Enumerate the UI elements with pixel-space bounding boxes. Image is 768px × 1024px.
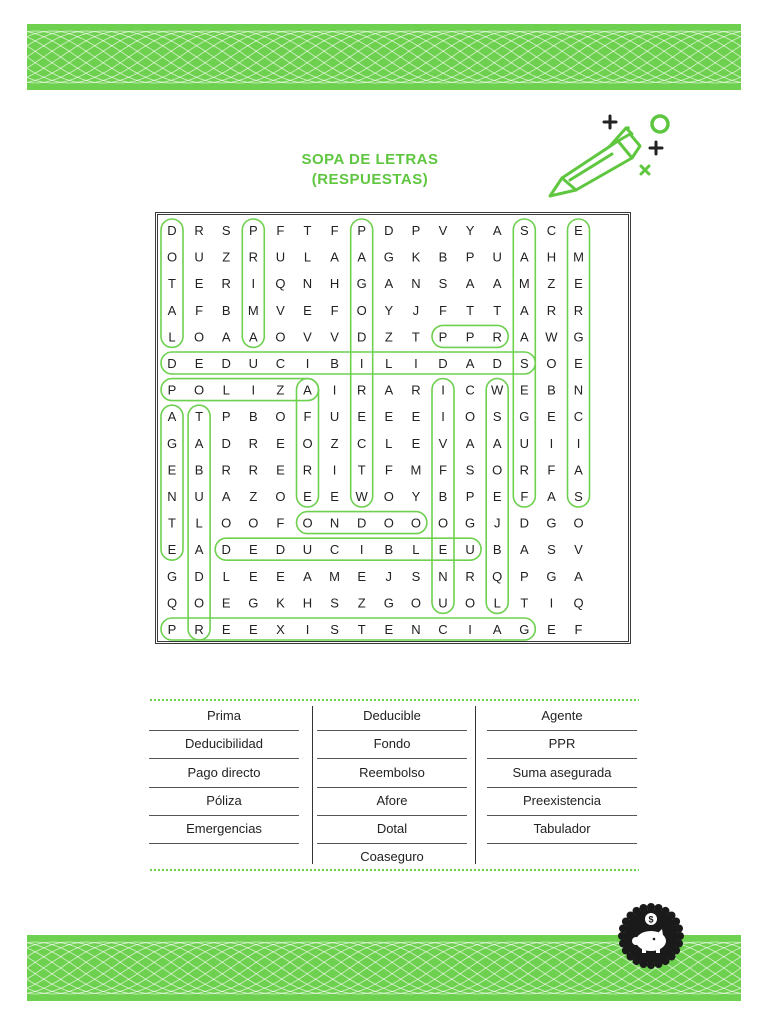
grid-letter: Z bbox=[357, 595, 366, 611]
grid-letter: B bbox=[384, 542, 394, 558]
grid-letter: D bbox=[275, 542, 286, 558]
grid-letter: E bbox=[438, 542, 448, 558]
grid-letter: W bbox=[545, 329, 558, 345]
grid-letter: Z bbox=[276, 382, 285, 398]
grid-letter: D bbox=[357, 329, 367, 345]
grid-letter: D bbox=[438, 356, 448, 371]
plus-icon bbox=[604, 116, 616, 128]
grid-letter: U bbox=[438, 595, 448, 611]
word-item: Afore bbox=[317, 788, 467, 816]
grid-letter: N bbox=[302, 276, 313, 292]
grid-letter: S bbox=[519, 356, 529, 371]
grid-letter: A bbox=[519, 542, 529, 558]
grid-letter: F bbox=[303, 409, 312, 425]
dotted-divider-bottom bbox=[149, 868, 639, 872]
grid-letter: L bbox=[222, 382, 230, 398]
grid-letter: N bbox=[411, 622, 421, 637]
grid-letter: T bbox=[493, 302, 502, 318]
grid-letter: X bbox=[276, 622, 285, 637]
word-item: Tabulador bbox=[487, 816, 637, 844]
grid-letter: Z bbox=[384, 329, 393, 345]
grid-letter: T bbox=[411, 329, 420, 345]
grid-letter: O bbox=[275, 329, 286, 345]
grid-letter: T bbox=[357, 462, 366, 478]
word-item: Prima bbox=[149, 703, 299, 731]
grid-letter: D bbox=[384, 223, 394, 238]
word-item: Suma asegurada bbox=[487, 760, 637, 788]
grid-letter: G bbox=[465, 515, 476, 531]
grid-letter: E bbox=[357, 568, 367, 584]
grid-letter: A bbox=[384, 276, 394, 292]
grid-letter: L bbox=[168, 329, 176, 345]
grid-letter: M bbox=[410, 462, 422, 478]
grid-canvas bbox=[155, 212, 631, 644]
grid-letter: E bbox=[574, 223, 583, 238]
grid-letter: L bbox=[222, 568, 230, 584]
grid-letter: E bbox=[167, 542, 177, 558]
grid-letter: B bbox=[438, 249, 448, 265]
word-item: PPR bbox=[487, 731, 637, 759]
grid-letter: R bbox=[357, 382, 367, 398]
grid-letter: E bbox=[194, 276, 204, 292]
grid-letter: V bbox=[438, 223, 448, 238]
word-list bbox=[149, 698, 639, 874]
grid-letter: C bbox=[329, 542, 340, 558]
grid-letter: A bbox=[519, 302, 529, 318]
grid-letter: O bbox=[194, 595, 205, 611]
grid-letter: S bbox=[221, 223, 231, 238]
grid-letter: O bbox=[437, 515, 449, 531]
word-item: Agente bbox=[487, 703, 637, 731]
grid-letter: L bbox=[303, 249, 312, 265]
grid-letter: G bbox=[356, 276, 367, 292]
grid-letter: V bbox=[574, 542, 583, 558]
grid-letter: A bbox=[167, 302, 177, 318]
grid-letter: M bbox=[247, 302, 259, 318]
grid-letter: D bbox=[519, 515, 529, 531]
grid-letter: O bbox=[492, 462, 503, 478]
grid-letter: A bbox=[303, 382, 312, 398]
grid-letter: V bbox=[276, 302, 285, 318]
grid-letter: P bbox=[465, 329, 475, 345]
grid-letter: E bbox=[221, 595, 231, 611]
page-title: SOPA DE LETRAS bbox=[301, 151, 439, 168]
grid-letter: F bbox=[439, 302, 447, 318]
grid-letter: A bbox=[492, 276, 502, 292]
grid-letter: F bbox=[330, 302, 339, 318]
grid-letter: E bbox=[411, 409, 421, 425]
dollar-icon bbox=[645, 913, 657, 925]
grid-letter: T bbox=[466, 302, 475, 318]
grid-letter: O bbox=[194, 382, 205, 398]
top-decorative-band bbox=[27, 24, 741, 90]
grid-letter: H bbox=[302, 595, 313, 611]
grid-letter: N bbox=[411, 276, 421, 292]
grid-letter: E bbox=[248, 542, 258, 558]
grid-letter: P bbox=[465, 489, 475, 504]
grid-letter: R bbox=[194, 622, 204, 637]
grid-letter: R bbox=[302, 462, 313, 478]
grid-letter: E bbox=[384, 622, 394, 637]
column-divider bbox=[475, 706, 476, 864]
grid-letter: I bbox=[468, 622, 472, 637]
grid-letter: I bbox=[305, 356, 310, 371]
grid-letter: A bbox=[465, 276, 475, 292]
grid-letter: T bbox=[303, 223, 312, 238]
grid-letter: R bbox=[492, 329, 502, 345]
grid-letter: A bbox=[194, 542, 204, 558]
grid-letter: A bbox=[330, 249, 339, 265]
grid-letter: C bbox=[465, 382, 475, 398]
grid-letter: B bbox=[330, 356, 339, 371]
grid-letter: Q bbox=[492, 568, 503, 584]
grid-letter: O bbox=[275, 409, 286, 425]
word-search-grid bbox=[155, 212, 631, 644]
grid-letter: K bbox=[276, 595, 285, 611]
grid-letter: B bbox=[438, 489, 448, 504]
grid-letter: S bbox=[492, 409, 502, 425]
column-divider bbox=[312, 706, 313, 864]
grid-letter: Z bbox=[249, 489, 258, 504]
grid-letter: A bbox=[221, 329, 231, 345]
grid-letter: I bbox=[441, 382, 445, 398]
grid-letter: R bbox=[519, 462, 529, 478]
grid-letter: O bbox=[356, 302, 367, 318]
grid-letter: F bbox=[276, 515, 285, 531]
grid-letter: U bbox=[275, 249, 286, 265]
grid-letter: T bbox=[168, 276, 176, 292]
grid-letter: N bbox=[438, 568, 448, 584]
grid-letter: E bbox=[384, 409, 394, 425]
grid-letter: E bbox=[519, 382, 529, 398]
grid-letter: B bbox=[221, 302, 231, 318]
grid-letter: Y bbox=[384, 302, 394, 318]
grid-letter: C bbox=[438, 622, 448, 637]
grid-letter: R bbox=[248, 249, 258, 265]
grid-letter: B bbox=[547, 382, 556, 398]
grid-letter: C bbox=[275, 356, 286, 371]
word-item: Póliza bbox=[149, 788, 299, 816]
grid-letter: I bbox=[359, 542, 364, 558]
grid-letter: R bbox=[546, 302, 557, 318]
grid-letter: U bbox=[519, 435, 529, 451]
grid-letter: R bbox=[573, 302, 584, 318]
found-word-highlight bbox=[161, 405, 183, 560]
grid-letter: F bbox=[547, 462, 556, 478]
grid-letter: O bbox=[166, 249, 178, 265]
grid-letter: E bbox=[547, 622, 556, 637]
word-item: Fondo bbox=[317, 731, 467, 759]
grid-letter: R bbox=[194, 223, 204, 238]
band-pattern bbox=[27, 24, 741, 90]
grid-letter: Q bbox=[275, 276, 286, 292]
grid-letter: I bbox=[332, 462, 337, 478]
grid-letter: O bbox=[302, 515, 313, 531]
grid-letter: E bbox=[248, 622, 258, 637]
grid-letter: M bbox=[518, 276, 530, 292]
grid-letter: U bbox=[465, 542, 475, 558]
grid-letter: B bbox=[492, 542, 502, 558]
grid-letter: E bbox=[411, 435, 421, 451]
grid-letter: B bbox=[194, 462, 204, 478]
grid-letter: P bbox=[167, 382, 177, 398]
svg-text:$: $ bbox=[648, 914, 654, 925]
grid-letter: S bbox=[547, 542, 556, 558]
grid-letter: E bbox=[194, 356, 204, 371]
grid-letter: J bbox=[412, 302, 420, 318]
grid-letter: A bbox=[492, 435, 502, 451]
grid-letter: A bbox=[194, 435, 204, 451]
word-item: Preexistencia bbox=[487, 788, 637, 816]
found-word-highlight bbox=[161, 352, 535, 374]
grid-letter: P bbox=[248, 223, 258, 238]
grid-letter: L bbox=[385, 356, 393, 371]
grid-letter: I bbox=[332, 382, 337, 398]
grid-letter: K bbox=[411, 249, 421, 265]
word-item: Coaseguro bbox=[360, 849, 424, 864]
grid-letter: M bbox=[329, 568, 341, 584]
grid-letter: M bbox=[573, 249, 584, 265]
grid-letter: E bbox=[492, 489, 502, 504]
grid-letter: W bbox=[491, 382, 504, 398]
grid-letter: A bbox=[384, 382, 394, 398]
grid-letter: F bbox=[330, 223, 339, 238]
grid-letter: O bbox=[410, 595, 421, 611]
grid-letter: I bbox=[251, 276, 256, 292]
grid-letter: A bbox=[519, 249, 529, 265]
grid-letter: J bbox=[493, 515, 501, 531]
grid-letter: L bbox=[412, 542, 420, 558]
piggy-bank-icon bbox=[618, 903, 684, 969]
grid-letter: R bbox=[465, 568, 475, 584]
grid-letter: V bbox=[438, 435, 448, 451]
grid-letter: I bbox=[414, 356, 418, 371]
grid-letter: O bbox=[465, 409, 476, 425]
grid-letter: N bbox=[167, 489, 177, 504]
grid-letter: A bbox=[492, 223, 502, 238]
grid-letter: E bbox=[303, 302, 312, 318]
grid-letter: A bbox=[465, 356, 475, 371]
grid-letter: L bbox=[493, 595, 501, 611]
circle-icon bbox=[652, 116, 668, 132]
grid-letter: Y bbox=[411, 489, 421, 504]
word-item: Deducibilidad bbox=[149, 731, 299, 759]
grid-letter: E bbox=[276, 462, 285, 478]
grid-letter: H bbox=[546, 249, 557, 265]
grid-letter: G bbox=[383, 595, 394, 611]
grid-letter: C bbox=[573, 409, 584, 425]
grid-letter: A bbox=[519, 329, 529, 345]
grid-letter: O bbox=[383, 489, 394, 504]
grid-letter: D bbox=[167, 356, 177, 371]
grid-letter: J bbox=[385, 568, 393, 584]
grid-letter: V bbox=[303, 329, 312, 345]
grid-letter: Z bbox=[330, 435, 339, 451]
grid-letter: I bbox=[359, 356, 364, 371]
grid-letter: G bbox=[248, 595, 259, 611]
grid-letter: O bbox=[546, 356, 557, 371]
grid-letter: V bbox=[330, 329, 339, 345]
grid-letter: S bbox=[519, 223, 529, 238]
grid-letter: I bbox=[576, 435, 581, 451]
grid-letter: I bbox=[251, 382, 256, 398]
grid-letter: O bbox=[465, 595, 476, 611]
word-item: Deducible bbox=[317, 703, 467, 731]
grid-letter: O bbox=[248, 515, 259, 531]
grid-letter: F bbox=[520, 489, 529, 504]
grid-letter: P bbox=[465, 249, 475, 265]
grid-letter: E bbox=[221, 622, 231, 637]
grid-letter: Y bbox=[465, 223, 475, 238]
grid-letter: U bbox=[194, 489, 204, 504]
grid-letter: I bbox=[549, 595, 554, 611]
grid-letter: R bbox=[248, 462, 258, 478]
grid-letter: I bbox=[305, 622, 310, 637]
grid-letter: F bbox=[384, 462, 393, 478]
grid-letter: O bbox=[302, 435, 313, 451]
grid-letter: E bbox=[330, 489, 339, 504]
grid-letter: Q bbox=[573, 595, 584, 611]
grid-letter: F bbox=[439, 462, 447, 478]
grid-letter: C bbox=[357, 435, 367, 451]
grid-letter: E bbox=[167, 462, 177, 478]
grid-letter: P bbox=[357, 223, 367, 238]
grid-letter: D bbox=[221, 356, 231, 371]
grid-letter: D bbox=[221, 542, 231, 558]
grid-letter: P bbox=[411, 223, 421, 238]
grid-letter: A bbox=[221, 489, 231, 504]
grid-letter: U bbox=[194, 249, 204, 265]
grid-letter: O bbox=[194, 329, 205, 345]
grid-letter: D bbox=[167, 223, 177, 238]
grid-letter: G bbox=[519, 409, 530, 425]
grid-letter: E bbox=[357, 409, 367, 425]
grid-letter: D bbox=[194, 568, 204, 584]
grid-letter: S bbox=[411, 568, 421, 584]
grid-letter: A bbox=[574, 462, 583, 478]
grid-letter: S bbox=[574, 489, 583, 504]
grid-letter: A bbox=[248, 329, 258, 345]
grid-letter: W bbox=[355, 489, 368, 504]
grid-letter: S bbox=[330, 595, 339, 611]
grid-letter: U bbox=[329, 409, 340, 425]
grid-letter: A bbox=[547, 489, 556, 504]
grid-letter: F bbox=[195, 302, 204, 318]
dotted-divider-top bbox=[149, 698, 639, 702]
grid-letter: R bbox=[248, 435, 258, 451]
grid-letter: U bbox=[248, 356, 258, 371]
grid-letter: G bbox=[166, 568, 178, 584]
grid-letter: U bbox=[492, 249, 502, 265]
grid-letter: Z bbox=[547, 276, 556, 292]
pen-icon bbox=[540, 108, 680, 203]
grid-letter: I bbox=[549, 435, 554, 451]
grid-letter: A bbox=[303, 568, 312, 584]
grid-letter: E bbox=[574, 356, 583, 371]
grid-letter: A bbox=[574, 568, 583, 584]
grid-letter: S bbox=[330, 622, 339, 637]
word-item: Emergencias bbox=[149, 816, 299, 844]
grid-letter: O bbox=[221, 515, 232, 531]
grid-letter: G bbox=[383, 249, 394, 265]
grid-letter: R bbox=[221, 276, 231, 292]
grid-letter: E bbox=[574, 276, 583, 292]
found-word-highlight bbox=[161, 618, 535, 640]
grid-letter: E bbox=[303, 489, 312, 504]
grid-letter: A bbox=[167, 409, 177, 425]
grid-letter: T bbox=[168, 515, 176, 531]
grid-letter: T bbox=[520, 595, 529, 611]
grid-letter: O bbox=[275, 489, 286, 504]
grid-letter: I bbox=[441, 409, 445, 425]
grid-letter: L bbox=[385, 435, 393, 451]
grid-letter: O bbox=[410, 515, 421, 531]
grid-letter: G bbox=[519, 622, 530, 637]
grid-letter: U bbox=[302, 542, 313, 558]
grid-letter: E bbox=[276, 435, 285, 451]
page-subtitle: (RESPUESTAS) bbox=[311, 171, 429, 188]
found-word-highlight bbox=[161, 379, 319, 401]
grid-letter: A bbox=[492, 622, 502, 637]
grid-letter: F bbox=[574, 622, 583, 637]
grid-letter: O bbox=[383, 515, 394, 531]
grid-letter: G bbox=[166, 435, 178, 451]
grid-letter: H bbox=[329, 276, 340, 292]
grid-letter: G bbox=[573, 329, 584, 345]
cross-icon bbox=[641, 166, 649, 174]
grid-letter: E bbox=[248, 568, 258, 584]
grid-letter: A bbox=[465, 435, 475, 451]
grid-letter: C bbox=[546, 223, 557, 238]
grid-letter: L bbox=[195, 515, 203, 531]
grid-letter: G bbox=[546, 515, 557, 531]
grid-letter: P bbox=[221, 409, 231, 425]
grid-letter: E bbox=[547, 409, 556, 425]
grid-letter: D bbox=[357, 515, 367, 531]
grid-letter: E bbox=[276, 568, 285, 584]
grid-letter: F bbox=[276, 223, 285, 238]
grid-letter: R bbox=[221, 462, 231, 478]
grid-letter: P bbox=[438, 329, 448, 345]
grid-letter: P bbox=[519, 568, 529, 584]
grid-letter: D bbox=[221, 435, 231, 451]
grid-letter: N bbox=[329, 515, 340, 531]
grid-letter: T bbox=[357, 622, 366, 637]
grid-letter: Z bbox=[222, 249, 231, 265]
word-item: Reembolso bbox=[317, 760, 467, 788]
grid-letter: S bbox=[465, 462, 475, 478]
grid-letter: O bbox=[573, 515, 584, 531]
grid-letter: A bbox=[357, 249, 367, 265]
grid-letter: R bbox=[411, 382, 421, 398]
grid-letter: D bbox=[492, 356, 502, 371]
grid-letter: T bbox=[195, 409, 204, 425]
grid-letter: P bbox=[167, 622, 177, 637]
grid-letter: Q bbox=[166, 595, 178, 611]
word-item: Pago directo bbox=[149, 760, 299, 788]
grid-letter: G bbox=[546, 568, 557, 584]
grid-letter: B bbox=[248, 409, 258, 425]
word-item: Dotal bbox=[317, 816, 467, 844]
grid-letter: N bbox=[573, 382, 584, 398]
grid-letter: S bbox=[438, 276, 448, 292]
